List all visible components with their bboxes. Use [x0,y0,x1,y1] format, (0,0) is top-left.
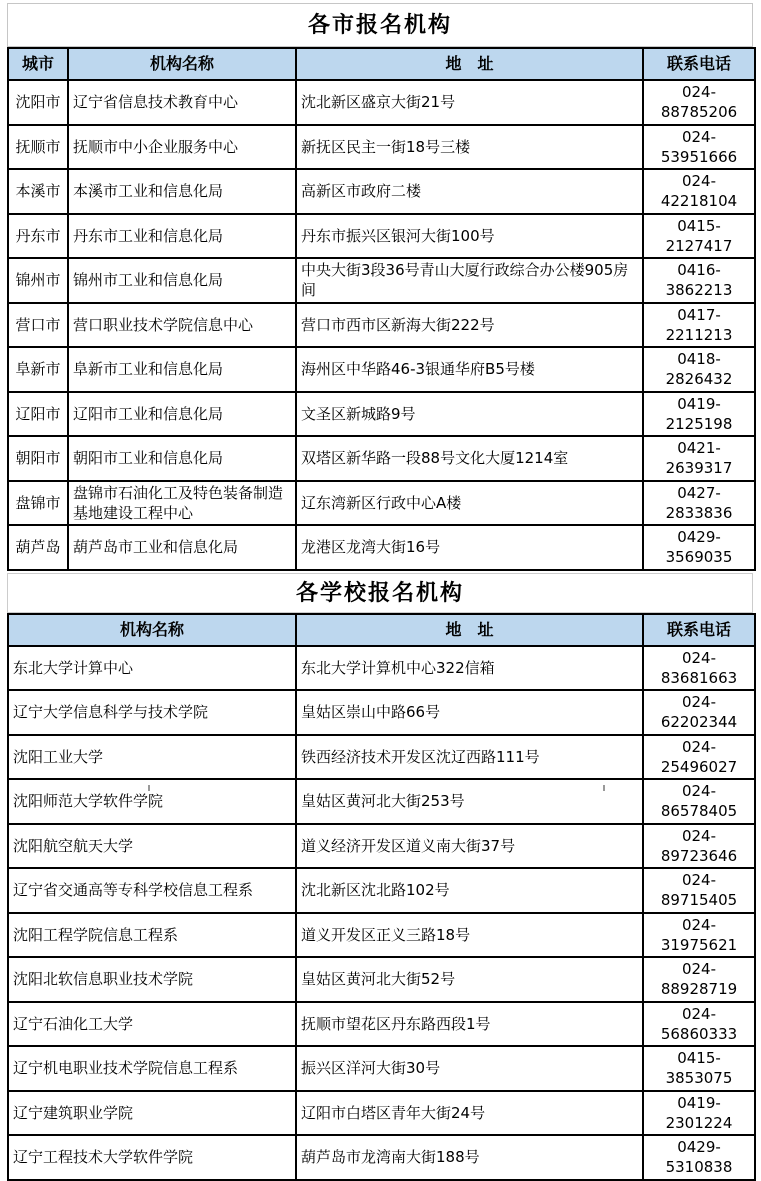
table-cell: 辽宁石油化工大学 [8,1002,296,1047]
table-cell: 024-62202344 [643,690,755,735]
table-cell: 皇姑区黄河北大街253号 [296,779,643,824]
table-row [8,392,755,437]
table-cell: 沈阳工业大学 [8,735,296,780]
table-row [8,80,755,125]
table-cell: 024-42218104 [643,169,755,214]
table-row [8,347,755,392]
table-cell: 龙港区龙湾大街16号 [296,525,643,570]
table-cell: 0421-2639317 [643,436,755,481]
table-cell: 024-83681663 [643,646,755,691]
table-cell: 0416-3862213 [643,258,755,303]
table-cell: 抚顺市 [8,125,68,170]
table-row [8,481,755,526]
table-cell: 锦州市工业和信息化局 [68,258,296,303]
table-cell: 0419-2301224 [643,1091,755,1136]
table-cell: 辽宁省交通高等专科学校信息工程系 [8,868,296,913]
table-cell: 皇姑区黄河北大街52号 [296,957,643,1002]
table-cell: 葫芦岛市工业和信息化局 [68,525,296,570]
table-cell: 丹东市 [8,214,68,259]
table-cell: 皇姑区崇山中路66号 [296,690,643,735]
city-table-title: 各市报名机构 [7,3,753,47]
table-cell: 0418-2826432 [643,347,755,392]
table-row [8,169,755,214]
column-header: 机构名称 [68,48,296,80]
table-cell: 沈阳师范大学软件学院 [8,779,296,824]
table-cell: 024-89723646 [643,824,755,869]
table-cell: 文圣区新城路9号 [296,392,643,437]
city-table [7,47,756,571]
table-cell: 沈阳工程学院信息工程系 [8,913,296,958]
table-cell: 海州区中华路46-3银通华府B5号楼 [296,347,643,392]
table-cell: 葫芦岛 [8,525,68,570]
table-cell: 0417-2211213 [643,303,755,348]
table-cell: 辽宁建筑职业学院 [8,1091,296,1136]
table-cell: 双塔区新华路一段88号文化大厦1214室 [296,436,643,481]
table-cell: 0429-3569035 [643,525,755,570]
table-cell: 本溪市 [8,169,68,214]
table-cell: 辽宁大学信息科学与技术学院 [8,690,296,735]
table-cell: 丹东市工业和信息化局 [68,214,296,259]
table-cell: 0415-3853075 [643,1046,755,1091]
table-cell: 辽阳市工业和信息化局 [68,392,296,437]
table-cell: 辽东湾新区行政中心A楼 [296,481,643,526]
table-row [8,690,755,735]
table-cell: 沈北新区沈北路102号 [296,868,643,913]
table-cell: 沈北新区盛京大街21号 [296,80,643,125]
cropped-row-border-stub [148,785,150,791]
school-table [7,613,756,1181]
table-row [8,1002,755,1047]
table-cell: 朝阳市 [8,436,68,481]
table-row [8,646,755,691]
table-cell: 锦州市 [8,258,68,303]
table-cell: 朝阳市工业和信息化局 [68,436,296,481]
table-cell: 024-53951666 [643,125,755,170]
table-row [8,1046,755,1091]
column-header: 地 址 [296,614,643,646]
table-cell: 东北大学计算中心 [8,646,296,691]
table-cell: 新抚区民主一街18号三楼 [296,125,643,170]
table-row [8,303,755,348]
header-row [8,48,755,80]
table-cell: 0419-2125198 [643,392,755,437]
table-cell: 本溪市工业和信息化局 [68,169,296,214]
table-row [8,868,755,913]
table-cell: 024-88785206 [643,80,755,125]
table-cell: 辽宁省信息技术教育中心 [68,80,296,125]
table-row [8,125,755,170]
table-cell: 024-25496027 [643,735,755,780]
table-cell: 024-56860333 [643,1002,755,1047]
table-row [8,214,755,259]
table-cell: 营口市西市区新海大街222号 [296,303,643,348]
column-header: 机构名称 [8,614,296,646]
table-cell: 东北大学计算机中心322信箱 [296,646,643,691]
table-cell: 道义经济开发区道义南大街37号 [296,824,643,869]
table-cell: 0429-5310838 [643,1135,755,1180]
table-cell: 阜新市工业和信息化局 [68,347,296,392]
table-cell: 024-31975621 [643,913,755,958]
sheet [0,3,761,1177]
table-cell: 辽阳市 [8,392,68,437]
table-cell: 024-86578405 [643,779,755,824]
header-row [8,614,755,646]
table-cell: 振兴区洋河大街30号 [296,1046,643,1091]
column-header: 城市 [8,48,68,80]
column-header: 联系电话 [643,48,755,80]
table-cell: 盘锦市石油化工及特色装备制造基地建设工程中心 [68,481,296,526]
table-cell: 抚顺市望花区丹东路西段1号 [296,1002,643,1047]
table-row [8,735,755,780]
table-cell: 道义开发区正义三路18号 [296,913,643,958]
table-cell: 营口市 [8,303,68,348]
cropped-row-border-stub [603,785,605,791]
table-row [8,913,755,958]
table-row [8,436,755,481]
table-cell: 沈阳航空航天大学 [8,824,296,869]
table-cell: 0415-2127417 [643,214,755,259]
table-cell: 高新区市政府二楼 [296,169,643,214]
table-row [8,824,755,869]
table-cell: 024-88928719 [643,957,755,1002]
table-cell: 阜新市 [8,347,68,392]
table-cell: 抚顺市中小企业服务中心 [68,125,296,170]
table-cell: 盘锦市 [8,481,68,526]
table-cell: 0427-2833836 [643,481,755,526]
cropped-next-row [0,785,761,791]
table-cell: 辽阳市白塔区青年大街24号 [296,1091,643,1136]
table-cell: 辽宁机电职业技术学院信息工程系 [8,1046,296,1091]
table-row [8,258,755,303]
school-table-title: 各学校报名机构 [7,573,753,613]
table-row [8,1091,755,1136]
table-cell: 辽宁工程技术大学软件学院 [8,1135,296,1180]
table-row [8,525,755,570]
table-cell: 沈阳市 [8,80,68,125]
table-cell: 024-89715405 [643,868,755,913]
table-row [8,957,755,1002]
table-cell: 葫芦岛市龙湾南大街188号 [296,1135,643,1180]
table-cell: 营口职业技术学院信息中心 [68,303,296,348]
table-cell: 铁西经济技术开发区沈辽西路111号 [296,735,643,780]
column-header: 联系电话 [643,614,755,646]
table-cell: 沈阳北软信息职业技术学院 [8,957,296,1002]
table-cell: 中央大街3段36号青山大厦行政综合办公楼905房间 [296,258,643,303]
table-cell: 丹东市振兴区银河大街100号 [296,214,643,259]
column-header: 地 址 [296,48,643,80]
table-row [8,1135,755,1180]
